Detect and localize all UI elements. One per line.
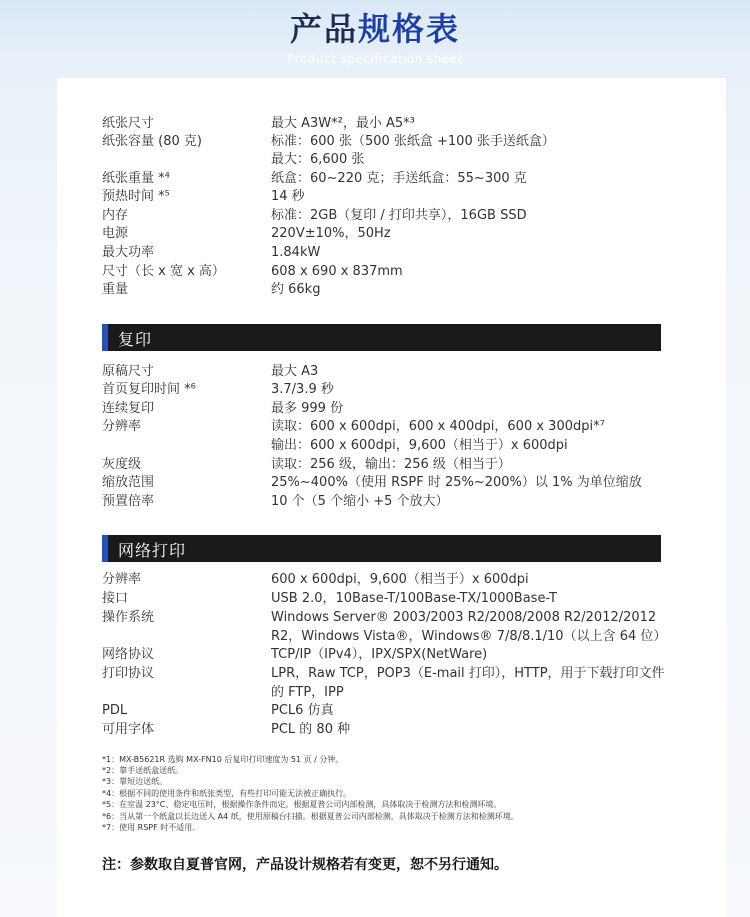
- spec-label: 尺寸（长 x 宽 x 高）: [102, 264, 225, 279]
- spec-value: 220V±10%，50Hz: [271, 226, 391, 241]
- spec-value: 标准：600 张（500 张纸盒 +100 张手送纸盒）: [271, 134, 555, 149]
- footnote: *5：在室温 23°C、稳定电压时，根据操作条件而定。根据夏普公司内部检测，具体取决于检测方法和检测环境。: [102, 800, 502, 809]
- spec-value: 最多 999 份: [271, 401, 344, 416]
- section-accent: [102, 324, 108, 351]
- section-header-print: [102, 535, 661, 562]
- section-title: 网络打印: [118, 541, 187, 560]
- spec-value: 600 x 600dpi，9,600（相当于）x 600dpi: [271, 572, 529, 587]
- footnote: *4：根据不同的使用条件和纸张类型，有些打印可能无法被正确执行。: [102, 789, 352, 798]
- spec-value: 纸盒：60~220 克；手送纸盒：55~300 克: [271, 171, 527, 186]
- spec-label: 纸张重量 *⁴: [102, 171, 170, 186]
- spec-value: 3.7/3.9 秒: [271, 382, 334, 397]
- footnote: *7：使用 RSPF 时不适用。: [102, 823, 201, 832]
- spec-value: 标准：2GB（复印 / 打印共享），16GB SSD: [271, 208, 527, 223]
- spec-label: 网络协议: [102, 647, 155, 662]
- spec-card: [57, 78, 726, 917]
- spec-value: 读取：256 级，输出：256 级（相当于）: [271, 457, 511, 472]
- spec-value: 608 x 690 x 837mm: [271, 264, 403, 279]
- spec-value: 最大：6,600 张: [271, 152, 365, 167]
- footnote: *1：MX-B5621R 选购 MX-FN10 后复印打印速度为 51 页 / 分钟。: [102, 755, 344, 764]
- spec-value: USB 2.0，10Base-T/100Base-TX/1000Base-T: [271, 591, 557, 606]
- spec-label: 首页复印时间 *⁶: [102, 382, 196, 397]
- spec-label: 分辨率: [102, 419, 142, 434]
- spec-value: LPR，Raw TCP，POP3（E-mail 打印），HTTP，用于下载打印文件的 FTP，IPP: [271, 666, 665, 700]
- spec-value: 25%~400%（使用 RSPF 时 25%~200%）以 1% 为单位缩放: [271, 475, 642, 490]
- spec-label: 预热时间 *⁵: [102, 189, 170, 204]
- title-prefix: 产品: [289, 10, 358, 48]
- spec-label: 原稿尺寸: [102, 364, 155, 379]
- spec-value: Windows Server® 2003/2003 R2/2008/2008 R2/2012/2012 R2，Windows Vista®，Windows® 7/8/8.1/10（以上含 64 位）: [271, 610, 667, 644]
- footnote: *3：靠短边送纸。: [102, 777, 168, 786]
- footnote: *6：当从第一个纸盒以长边送入 A4 纸，使用原稿台扫描。根据夏普公司内部检测，具体取决于检测方法和检测环境。: [102, 812, 519, 821]
- spec-label: 预置倍率: [102, 494, 155, 509]
- spec-value: 最大 A3: [271, 364, 319, 379]
- page-subtitle: Product specification sheet: [287, 52, 463, 66]
- spec-value: 10 个（5 个缩小 +5 个放大）: [271, 494, 449, 509]
- spec-label: 连续复印: [102, 401, 155, 416]
- spec-label: 重量: [102, 282, 129, 297]
- spec-value: 读取：600 x 600dpi，600 x 400dpi，600 x 300dpi*⁷: [271, 419, 605, 434]
- disclaimer-note: 注：参数取自夏普官网，产品设计规格若有变更，恕不另行通知。: [102, 857, 508, 873]
- spec-value: 最大 A3W*²，最小 A5*³: [271, 116, 415, 131]
- spec-label: 缩放范围: [102, 475, 155, 490]
- spec-label: 分辨率: [102, 572, 142, 587]
- spec-label: 灰度级: [102, 457, 142, 472]
- spec-label: 内存: [102, 208, 129, 223]
- spec-label: 电源: [102, 226, 129, 241]
- section-title: 复印: [118, 330, 153, 349]
- page-title: [0, 4, 750, 50]
- spec-label: 操作系统: [102, 610, 155, 625]
- spec-label: 纸张尺寸: [102, 116, 155, 131]
- spec-label: 最大功率: [102, 245, 155, 260]
- spec-value: PCL6 仿真: [271, 703, 334, 718]
- spec-value: PCL 的 80 种: [271, 722, 351, 737]
- section-accent: [102, 535, 108, 562]
- spec-label: 打印协议: [102, 666, 155, 681]
- page-header: [0, 0, 750, 78]
- section-header-copy: [102, 324, 661, 351]
- spec-label: 接口: [102, 591, 129, 606]
- title-accent: 规格表: [358, 10, 461, 48]
- spec-value: 14 秒: [271, 189, 305, 204]
- spec-value: 1.84kW: [271, 245, 321, 260]
- spec-label: 可用字体: [102, 722, 155, 737]
- footnote: *2：靠手送纸盒送纸。: [102, 766, 184, 775]
- spec-label: 纸张容量 (80 克): [102, 134, 202, 149]
- spec-value: 输出：600 x 600dpi，9,600（相当于）x 600dpi: [271, 438, 568, 453]
- spec-value: TCP/IP（IPv4），IPX/SPX(NetWare): [271, 647, 488, 662]
- spec-label: PDL: [102, 703, 128, 718]
- spec-value: 约 66kg: [271, 282, 321, 297]
